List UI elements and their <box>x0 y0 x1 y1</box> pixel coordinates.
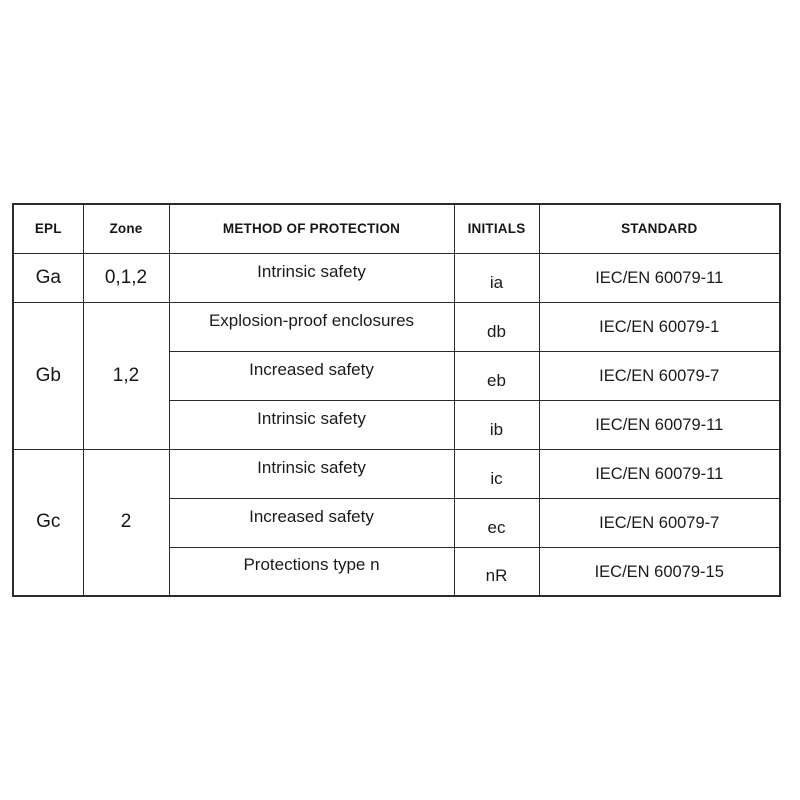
column-header-initials: INITIALS <box>454 204 539 253</box>
method-cell <box>169 449 454 498</box>
method-label: Explosion-proof enclosures <box>208 310 415 330</box>
method-label: Intrinsic safety <box>257 408 366 428</box>
zone-cell-ga: 0,1,2 <box>83 253 169 302</box>
standard-cell <box>539 253 780 302</box>
epl-cell-ga: Ga <box>13 253 83 302</box>
standard-label: IEC/EN 60079-7 <box>599 367 720 385</box>
initials-label: ic <box>490 468 503 488</box>
method-cell <box>169 351 454 400</box>
initials-label: nR <box>485 566 508 586</box>
initials-cell <box>454 449 539 498</box>
standard-label: IEC/EN 60079-11 <box>595 416 724 434</box>
standard-label: IEC/EN 60079-15 <box>594 562 724 581</box>
initials-label: eb <box>487 370 506 390</box>
initials-label: db <box>487 321 506 341</box>
method-label: Increased safety <box>249 506 374 526</box>
standard-label: IEC/EN 60079-11 <box>595 465 724 483</box>
standard-cell <box>539 400 780 449</box>
method-label: Protections type n <box>243 555 380 575</box>
initials-label: ia <box>489 272 504 292</box>
initials-label: ec <box>487 517 506 537</box>
method-cell <box>169 253 454 302</box>
column-header-standard: STANDARD <box>539 204 780 253</box>
initials-label: ib <box>489 419 504 439</box>
standard-label: IEC/EN 60079-7 <box>599 514 720 532</box>
initials-cell <box>454 253 539 302</box>
protection-methods-table <box>12 203 781 597</box>
column-header-epl: EPL <box>13 204 83 253</box>
epl-cell-gc: Gc <box>13 449 83 596</box>
standard-cell <box>539 449 780 498</box>
standard-cell <box>539 351 780 400</box>
standard-label: IEC/EN 60079-11 <box>595 269 724 287</box>
zone-cell-gb: 1,2 <box>83 302 169 449</box>
table-row-ga-ia <box>13 253 780 302</box>
method-cell <box>169 547 454 596</box>
initials-cell <box>454 498 539 547</box>
initials-cell <box>454 351 539 400</box>
initials-cell <box>454 400 539 449</box>
method-label: Increased safety <box>249 359 374 379</box>
table-row-gb-db <box>13 302 780 351</box>
table-row-gc-ic <box>13 449 780 498</box>
standard-cell <box>539 498 780 547</box>
zone-cell-gc: 2 <box>83 449 169 596</box>
method-cell <box>169 302 454 351</box>
method-cell <box>169 498 454 547</box>
method-label: Intrinsic safety <box>257 457 366 477</box>
method-label: Intrinsic safety <box>257 261 366 281</box>
initials-cell <box>454 547 539 596</box>
header-row <box>13 204 780 253</box>
standard-label: IEC/EN 60079-1 <box>599 318 720 336</box>
initials-cell <box>454 302 539 351</box>
standard-cell <box>539 302 780 351</box>
epl-cell-gb: Gb <box>13 302 83 449</box>
column-header-method: METHOD OF PROTECTION <box>169 204 454 253</box>
column-header-zone: Zone <box>83 204 169 253</box>
standard-cell <box>539 547 780 596</box>
method-cell <box>169 400 454 449</box>
